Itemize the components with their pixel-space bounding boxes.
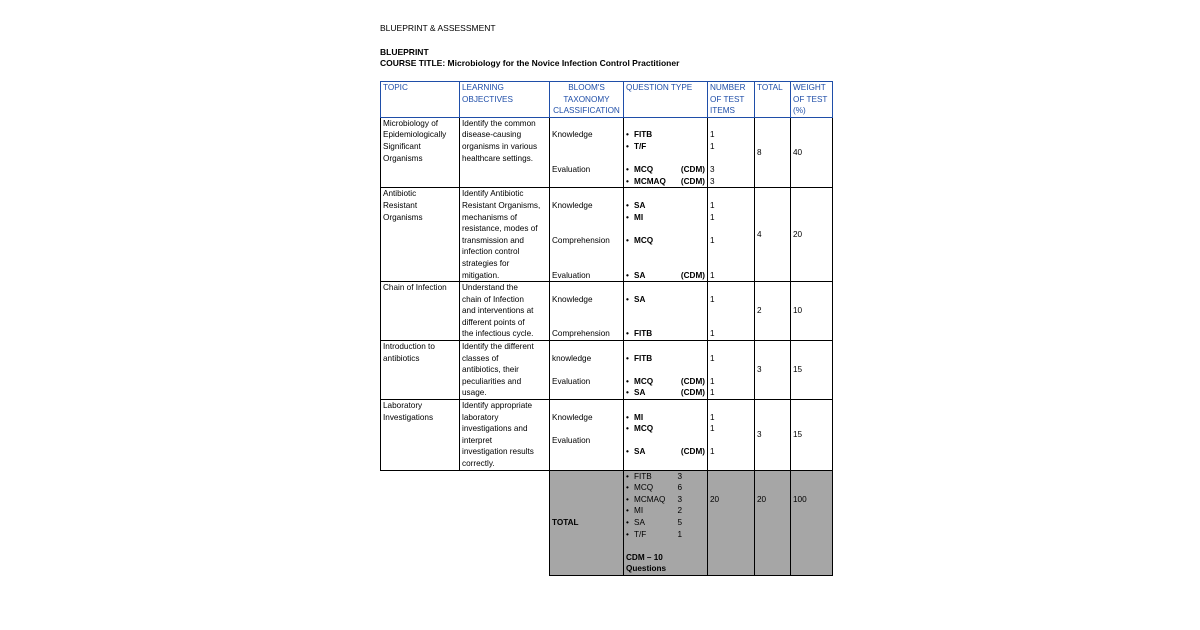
row-weight: 10 bbox=[793, 306, 803, 316]
bloom-cell bbox=[550, 341, 624, 400]
summary-count: 6 bbox=[677, 483, 682, 493]
topic-cell bbox=[381, 341, 460, 400]
summary-type: • SA bbox=[626, 517, 672, 529]
grand-weight: 100 bbox=[793, 494, 807, 504]
item-count: 1 bbox=[710, 412, 715, 422]
question-type-line bbox=[626, 435, 705, 447]
bloom-line bbox=[552, 305, 621, 317]
number-of-items-cell bbox=[708, 188, 755, 282]
bloom-line: Evaluation bbox=[552, 376, 591, 386]
question-type-line bbox=[626, 353, 705, 365]
table-row bbox=[381, 282, 833, 341]
question-type-line bbox=[626, 412, 705, 424]
col-question-type: QUESTION TYPE bbox=[624, 82, 708, 118]
total-cell bbox=[755, 117, 791, 188]
question-type-line bbox=[626, 294, 705, 306]
blueprint-heading: BLUEPRINT bbox=[380, 47, 429, 57]
topic-line: Organisms bbox=[383, 153, 423, 163]
item-count bbox=[710, 364, 752, 376]
document-page bbox=[380, 0, 840, 630]
objective-line: correctly. bbox=[462, 459, 495, 468]
number-of-items-cell bbox=[708, 117, 755, 188]
table-row bbox=[381, 341, 833, 400]
grand-total-cell bbox=[755, 470, 791, 575]
question-type-line bbox=[626, 282, 705, 294]
question-type-label: • SA bbox=[626, 200, 684, 212]
row-total: 4 bbox=[757, 229, 762, 239]
item-count: 3 bbox=[710, 165, 715, 175]
total-cell bbox=[755, 400, 791, 471]
summary-count: 5 bbox=[677, 517, 682, 527]
item-count bbox=[710, 153, 752, 165]
question-type-line bbox=[626, 118, 705, 130]
weight-cell bbox=[791, 400, 833, 471]
topic-line: Significant bbox=[383, 141, 421, 151]
question-type-line bbox=[626, 258, 705, 270]
question-type-line bbox=[626, 212, 705, 224]
objective-line: different points of bbox=[462, 317, 525, 327]
table-header-row bbox=[381, 82, 833, 118]
summary-line bbox=[626, 517, 705, 529]
bloom-line bbox=[552, 246, 621, 258]
grand-number-cell bbox=[708, 470, 755, 575]
question-type-line bbox=[626, 164, 705, 176]
row-total: 2 bbox=[757, 306, 762, 316]
bloom-line: Knowledge bbox=[552, 200, 593, 210]
row-weight: 20 bbox=[793, 229, 803, 239]
number-of-items-cell bbox=[708, 282, 755, 341]
item-count: 1 bbox=[710, 353, 715, 363]
grand-total: 20 bbox=[757, 494, 767, 504]
item-count: 1 bbox=[710, 376, 715, 386]
grand-number: 20 bbox=[710, 494, 720, 504]
topic-line: Investigations bbox=[383, 412, 434, 422]
summary-line bbox=[626, 482, 705, 494]
question-type-label: • MCQ bbox=[626, 235, 684, 247]
row-weight: 40 bbox=[793, 147, 803, 157]
objective-line: chain of Infection bbox=[462, 294, 524, 304]
item-count: 1 bbox=[710, 141, 715, 151]
cdm-tag: (CDM) bbox=[680, 376, 705, 386]
summary-count: 2 bbox=[677, 506, 682, 516]
summary-type: • MI bbox=[626, 505, 672, 517]
question-type-line bbox=[626, 223, 705, 235]
document-header: BLUEPRINT & ASSESSMENT bbox=[380, 23, 496, 33]
question-type-line bbox=[626, 328, 705, 340]
bloom-line: Knowledge bbox=[552, 294, 593, 304]
question-summary-cell bbox=[624, 470, 708, 575]
question-type-line bbox=[626, 246, 705, 258]
objective-line: Identify the common bbox=[462, 118, 536, 128]
topic-cell bbox=[381, 188, 460, 282]
summary-type: • MCMAQ bbox=[626, 494, 672, 506]
question-type-label: • FITB bbox=[626, 328, 684, 340]
weight-cell bbox=[791, 341, 833, 400]
question-type-line bbox=[626, 270, 705, 282]
question-type-label: • MCQ bbox=[626, 423, 684, 435]
total-row bbox=[381, 470, 833, 575]
item-count bbox=[710, 400, 752, 412]
summary-type: • FITB bbox=[626, 471, 672, 483]
objective-cell bbox=[460, 117, 550, 188]
objective-line: strategies for bbox=[462, 258, 510, 268]
number-of-items-cell bbox=[708, 341, 755, 400]
summary-count: 3 bbox=[677, 494, 682, 504]
col-learning-objectives: LEARNING OBJECTIVES bbox=[460, 82, 550, 118]
item-count bbox=[710, 317, 752, 329]
objective-line: organisms in various bbox=[462, 141, 538, 151]
objective-line: Identify Antibiotic bbox=[462, 189, 524, 199]
row-total: 3 bbox=[757, 365, 762, 375]
total-label: TOTAL bbox=[552, 517, 579, 527]
summary-line bbox=[626, 471, 705, 483]
bloom-line bbox=[552, 423, 621, 435]
col-total: TOTAL bbox=[755, 82, 791, 118]
table-row bbox=[381, 400, 833, 471]
cdm-tag: (CDM) bbox=[680, 270, 705, 280]
bloom-line bbox=[552, 341, 621, 353]
bloom-line bbox=[552, 282, 621, 294]
question-type-line bbox=[626, 188, 705, 200]
question-type-line bbox=[626, 364, 705, 376]
blank-cell bbox=[460, 470, 550, 575]
item-count bbox=[710, 188, 752, 200]
item-count bbox=[710, 223, 752, 235]
row-total: 8 bbox=[757, 147, 762, 157]
question-type-cell bbox=[624, 188, 708, 282]
col-weight: WEIGHT OF TEST (%) bbox=[791, 82, 833, 118]
total-label-cell bbox=[550, 470, 624, 575]
summary-line bbox=[626, 494, 705, 506]
item-count bbox=[710, 246, 752, 258]
cdm-label: Questions bbox=[626, 564, 667, 574]
question-type-line bbox=[626, 200, 705, 212]
bloom-line bbox=[552, 223, 621, 235]
objective-line: and interventions at bbox=[462, 306, 534, 316]
objective-line: Resistant Organisms, bbox=[462, 200, 541, 210]
item-count: 1 bbox=[710, 212, 715, 222]
question-type-label: • MCMAQ bbox=[626, 176, 681, 188]
blank-cell bbox=[381, 470, 460, 575]
question-type-label: • SA bbox=[626, 446, 681, 458]
bloom-line bbox=[552, 258, 621, 270]
blueprint-table bbox=[380, 81, 833, 576]
objective-line: Identify appropriate bbox=[462, 401, 533, 411]
item-count bbox=[710, 305, 752, 317]
bloom-cell bbox=[550, 400, 624, 471]
topic-line: antibiotics bbox=[383, 353, 420, 363]
bloom-line bbox=[552, 317, 621, 329]
cdm-tag: (CDM) bbox=[680, 447, 705, 457]
question-type-label: • FITB bbox=[626, 129, 684, 141]
question-type-line bbox=[626, 141, 705, 153]
item-count bbox=[710, 258, 752, 270]
bloom-line: Knowledge bbox=[552, 412, 593, 422]
item-count: 1 bbox=[710, 447, 715, 457]
total-cell bbox=[755, 188, 791, 282]
weight-cell bbox=[791, 282, 833, 341]
objective-line: Identify the different bbox=[462, 342, 534, 352]
bloom-line bbox=[552, 118, 621, 130]
bloom-cell bbox=[550, 188, 624, 282]
objective-line: the infectious cycle. bbox=[462, 329, 534, 339]
col-blooms-taxonomy: BLOOM'S TAXONOMY CLASSIFICATION bbox=[550, 82, 624, 118]
question-type-label: • FITB bbox=[626, 353, 684, 365]
bloom-line: Comprehension bbox=[552, 329, 610, 339]
topic-line: Organisms bbox=[383, 212, 423, 222]
item-count bbox=[710, 341, 752, 353]
bloom-line bbox=[552, 400, 621, 412]
item-count: 1 bbox=[710, 270, 715, 280]
question-type-line bbox=[626, 341, 705, 353]
question-type-line bbox=[626, 129, 705, 141]
cdm-count: CDM – 10 bbox=[626, 552, 663, 562]
objective-line: infection control bbox=[462, 247, 520, 257]
cdm-tag: (CDM) bbox=[680, 165, 705, 175]
weight-cell bbox=[791, 188, 833, 282]
question-type-line bbox=[626, 376, 705, 388]
topic-line: Resistant bbox=[383, 200, 418, 210]
question-type-line bbox=[626, 446, 705, 458]
item-count: 1 bbox=[710, 388, 715, 398]
objective-cell bbox=[460, 341, 550, 400]
grand-weight-cell bbox=[791, 470, 833, 575]
topic-line: Chain of Infection bbox=[383, 283, 447, 293]
objective-line: laboratory bbox=[462, 412, 499, 422]
col-number-of-items: NUMBER OF TEST ITEMS bbox=[708, 82, 755, 118]
objective-line: disease-causing bbox=[462, 130, 522, 140]
objective-line: interpret bbox=[462, 435, 493, 445]
row-weight: 15 bbox=[793, 365, 803, 375]
number-of-items-cell bbox=[708, 400, 755, 471]
bloom-line: Evaluation bbox=[552, 270, 591, 280]
col-topic: TOPIC bbox=[381, 82, 460, 118]
objective-cell bbox=[460, 282, 550, 341]
objective-line: antibiotics, their bbox=[462, 365, 519, 375]
question-type-label: • SA bbox=[626, 294, 684, 306]
bloom-line bbox=[552, 153, 621, 165]
bloom-line bbox=[552, 364, 621, 376]
question-type-line bbox=[626, 153, 705, 165]
spacer bbox=[626, 540, 705, 552]
question-type-label: • MI bbox=[626, 412, 684, 424]
table-row bbox=[381, 117, 833, 188]
question-type-line bbox=[626, 305, 705, 317]
objective-line: investigations and bbox=[462, 424, 528, 434]
question-type-cell bbox=[624, 282, 708, 341]
question-type-line bbox=[626, 423, 705, 435]
objective-line: mitigation. bbox=[462, 270, 500, 280]
question-type-label: • SA bbox=[626, 270, 681, 282]
question-type-cell bbox=[624, 400, 708, 471]
summary-count: 1 bbox=[677, 529, 682, 539]
item-count bbox=[710, 118, 752, 130]
summary-type: • MCQ bbox=[626, 482, 672, 494]
objective-line: classes of bbox=[462, 353, 499, 363]
item-count bbox=[710, 282, 752, 294]
table-row bbox=[381, 188, 833, 282]
item-count: 1 bbox=[710, 424, 715, 434]
summary-type: • T/F bbox=[626, 529, 672, 541]
question-type-line bbox=[626, 235, 705, 247]
question-type-label: • MCQ bbox=[626, 376, 681, 388]
objective-cell bbox=[460, 188, 550, 282]
total-cell bbox=[755, 282, 791, 341]
bloom-line: Comprehension bbox=[552, 235, 610, 245]
item-count: 1 bbox=[710, 294, 715, 304]
cdm-tag: (CDM) bbox=[680, 388, 705, 398]
bloom-line: Evaluation bbox=[552, 165, 591, 175]
summary-line bbox=[626, 505, 705, 517]
cdm-tag: (CDM) bbox=[680, 176, 705, 186]
bloom-line bbox=[552, 212, 621, 224]
topic-line: Epidemiologically bbox=[383, 130, 447, 140]
objective-line: peculiarities and bbox=[462, 376, 522, 386]
topic-line: Microbiology of bbox=[383, 118, 439, 128]
question-type-cell bbox=[624, 117, 708, 188]
objective-line: Understand the bbox=[462, 283, 518, 293]
topic-line: Laboratory bbox=[383, 401, 423, 411]
item-count: 1 bbox=[710, 130, 715, 140]
question-type-label: • MCQ bbox=[626, 164, 681, 176]
objective-line: healthcare settings. bbox=[462, 153, 534, 163]
course-title: COURSE TITLE: Microbiology for the Novice Infection Control Practitioner bbox=[380, 58, 680, 68]
topic-line: Antibiotic bbox=[383, 189, 417, 199]
summary-count: 3 bbox=[677, 471, 682, 481]
bloom-line: Knowledge bbox=[552, 130, 593, 140]
bloom-cell bbox=[550, 282, 624, 341]
item-count: 1 bbox=[710, 235, 715, 245]
objective-cell bbox=[460, 400, 550, 471]
objective-line: investigation results bbox=[462, 447, 534, 457]
topic-cell bbox=[381, 400, 460, 471]
bloom-line: knowledge bbox=[552, 353, 592, 363]
row-total: 3 bbox=[757, 430, 762, 440]
objective-line: transmission and bbox=[462, 235, 524, 245]
question-type-line bbox=[626, 387, 705, 399]
summary-line bbox=[626, 529, 705, 541]
bloom-line bbox=[552, 141, 621, 153]
bloom-line bbox=[552, 188, 621, 200]
question-type-cell bbox=[624, 341, 708, 400]
bloom-line: Evaluation bbox=[552, 435, 591, 445]
objective-line: resistance, modes of bbox=[462, 224, 538, 234]
item-count bbox=[710, 435, 752, 447]
question-type-line bbox=[626, 317, 705, 329]
question-type-label: • MI bbox=[626, 212, 684, 224]
item-count: 3 bbox=[710, 176, 715, 186]
question-type-label: • SA bbox=[626, 387, 681, 399]
item-count: 1 bbox=[710, 329, 715, 339]
weight-cell bbox=[791, 117, 833, 188]
question-type-line bbox=[626, 176, 705, 188]
item-count: 1 bbox=[710, 200, 715, 210]
topic-cell bbox=[381, 282, 460, 341]
objective-line: mechanisms of bbox=[462, 212, 518, 222]
objective-line: usage. bbox=[462, 388, 487, 398]
row-weight: 15 bbox=[793, 430, 803, 440]
question-type-label: • T/F bbox=[626, 141, 684, 153]
bloom-cell bbox=[550, 117, 624, 188]
total-cell bbox=[755, 341, 791, 400]
topic-line: Introduction to bbox=[383, 342, 435, 352]
topic-cell bbox=[381, 117, 460, 188]
question-type-line bbox=[626, 400, 705, 412]
